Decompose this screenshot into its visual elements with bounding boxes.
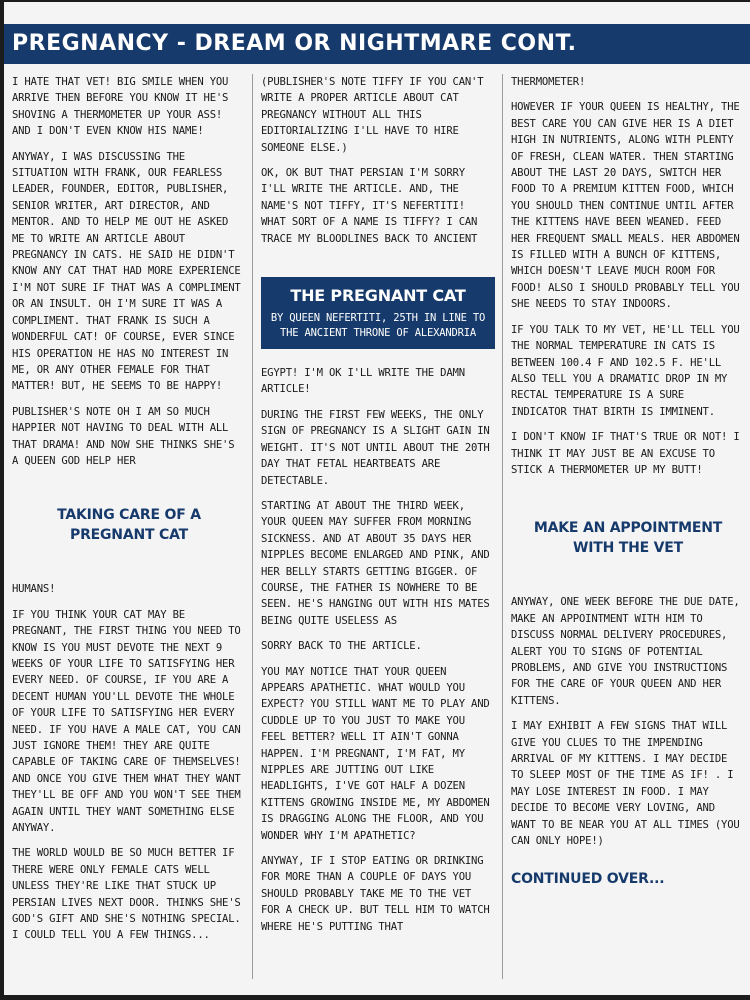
column-divider	[502, 74, 503, 979]
paragraph: HUMANS!	[12, 583, 56, 596]
column-1	[12, 74, 246, 953]
paragraph: ANYWAY, IF I STOP EATING OR DRINKING FOR MORE THAN A COUPLE OF DAYS YOU SHOULD PROBABLY TAKE ME TO THE VET FOR A CHECK UP. BUT TELL HIM TO WATCH WHERE HE'S PUTTING THAT	[261, 855, 490, 933]
paragraph: PUBLISHER'S NOTE OH I AM SO MUCH HAPPIER NOT HAVING TO DEAL WITH ALL THAT DRAMA! AND NOW SHE THINKS SHE'S A QUEEN GOD HELP HER	[12, 405, 235, 467]
continued-over-label: CONTINUED OVER...	[511, 871, 665, 888]
title-banner	[4, 24, 750, 64]
paragraph: SORRY BACK TO THE ARTICLE.	[261, 640, 422, 653]
paragraph: YOU MAY NOTICE THAT YOUR QUEEN APPEARS APATHETIC. WHAT WOULD YOU EXPECT? YOU STILL WANT ME TO PLAY AND CUDDLE UP TO YOU JUST TO MAKE YOU FEEL BETTER? WELL IT AIN'T GONNA HAPPEN. I'M PREGNANT, I'M FAT, MY NIPPLES ARE JUTTING OUT LIKE HEADLIGHTS, I'VE GOT HALF A DOZEN KITTENS GROWING INSIDE ME, MY ABDOMEN IS DRAGGING ALONG THE FLOOR, AND YOU WONDER WHY I'M APATHETIC?	[261, 665, 490, 842]
paragraph: EGYPT! I'M OK I'LL WRITE THE DAMN ARTICLE!	[261, 367, 465, 396]
article-title: THE PREGNANT CAT	[290, 286, 466, 306]
column-3	[511, 74, 745, 897]
section-heading-taking-care: TAKING CARE OF A PREGNANT CAT	[57, 507, 201, 544]
paragraph: STARTING AT ABOUT THE THIRD WEEK, YOUR QUEEN MAY SUFFER FROM MORNING SICKNESS. AND AT ABOUT 35 DAYS HER NIPPLES BECOME ENLARGED AND PINK, AND HER BELLY STARTS GETTING BIGGER. OF COURSE, THE FATHER IS NOWHERE TO BE SEEN. HE'S HANGING OUT WITH HIS MATES BEING QUITE USELESS AS	[261, 499, 490, 627]
paragraph: ANYWAY, I WAS DISCUSSING THE SITUATION WITH FRANK, OUR FEARLESS LEADER, FOUNDER, EDITOR, PUBLISHER, SENIOR WRITER, ART DIRECTOR, AND MENTOR. AND TO HELP ME OUT HE ASKED ME TO WRITE AN ARTICLE ABOUT PREGNANCY IN CATS. HE SAID HE DIDN'T KNOW ANY CAT THAT HAD MORE EXPERIENCE I'M NOT SURE IF THAT WAS A COMPLIMENT OR AN INSULT. OH I'M SURE IT WAS A COMPLIMENT. THAT FRANK IS SUCH A WONDERFUL CAT! OF COURSE, EVER SINCE HIS OPERATION HE HAS NO INTEREST IN ME, OR ANY OTHER FEMALE FOR THAT MATTER! BUT, HE SEEMS TO BE HAPPY!	[12, 150, 241, 393]
magazine-page	[4, 2, 750, 995]
paragraph: I DON'T KNOW IF THAT'S TRUE OR NOT! I THINK IT MAY JUST BE AN EXCUSE TO STICK A THERMOMETER UP MY BUTT!	[511, 431, 740, 476]
paragraph: (PUBLISHER'S NOTE TIFFY IF YOU CAN'T WRITE A PROPER ARTICLE ABOUT CAT PREGNANCY WITHOUT ALL THIS EDITORIALIZING I'LL HAVE TO HIRE SOMEONE ELSE.)	[261, 76, 484, 154]
paragraph: IF YOU THINK YOUR CAT MAY BE PREGNANT, THE FIRST THING YOU NEED TO KNOW IS YOU MUST DEVOTE THE NEXT 9 WEEKS OF YOUR LIFE TO SATISFYING HER EVERY NEED. OF COURSE, IF YOU ARE A DECENT HUMAN YOU'LL DEVOTE THE WHOLE OF YOUR LIFE TO SATISFYING HER EVERY NEED. IF YOU HAVE A MALE CAT, YOU CAN JUST IGNORE THEM! THEY ARE QUITE CAPABLE OF TAKING CARE OF THEMSELVES! AND ONCE YOU GIVE THEM WHAT THEY WANT THEY'LL BE OFF AND YOU WON'T SEE THEM AGAIN UNTIL THEY WANT SOMETHING ELSE ANYWAY.	[12, 608, 241, 835]
article-byline: BY QUEEN NEFERTITI, 25TH IN LINE TO THE ANCIENT THRONE OF ALEXANDRIA	[270, 312, 486, 340]
section-heading-appointment: MAKE AN APPOINTMENT WITH THE VET	[533, 520, 723, 557]
page-title: PREGNANCY - DREAM OR NIGHTMARE CONT.	[12, 31, 577, 56]
article-title-box	[261, 277, 495, 349]
column-2	[261, 74, 495, 944]
paragraph: DURING THE FIRST FEW WEEKS, THE ONLY SIGN OF PREGNANCY IS A SLIGHT GAIN IN WEIGHT. IT'S NOT UNTIL ABOUT THE 20TH DAY THAT FETAL HEARTBEATS ARE DETECTABLE.	[261, 408, 490, 487]
paragraph: THERMOMETER!	[511, 76, 586, 88]
paragraph: IF YOU TALK TO MY VET, HE'LL TELL YOU THE NORMAL TEMPERATURE IN CATS IS BETWEEN 100.4 F AND 102.5 F. HE'LL ALSO TELL YOU A DRAMATIC DROP IN MY RECTAL TEMPERATURE IS A SURE INDICATOR THAT BIRTH IS IMMINENT.	[511, 323, 740, 418]
paragraph: HOWEVER IF YOUR QUEEN IS HEALTHY, THE BEST CARE YOU CAN GIVE HER IS A DIET HIGH IN NUTRIENTS, ALONG WITH PLENTY OF FRESH, CLEAN WATER. THEN STARTING ABOUT THE LAST 20 DAYS, SWITCH HER FOOD TO A PREMIUM KITTEN FOOD, WHICH YOU SHOULD THEN CONTINUE UNTIL AFTER THE KITTENS HAVE BEEN WEANED. FEED HER FREQUENT SMALL MEALS. HER ABDOMEN IS FILLED WITH A BUNCH OF KITTENS, WHICH DOESN'T LEAVE MUCH ROOM FOR FOOD! ALSO I SHOULD PROBABLY TELL YOU SHE NEEDS TO STAY INDOORS.	[511, 101, 740, 311]
paragraph: I MAY EXHIBIT A FEW SIGNS THAT WILL GIVE YOU CLUES TO THE IMPENDING ARRIVAL OF MY KITTENS. I MAY DECIDE TO SLEEP MOST OF THE TIME AS IF! . I MAY LOSE INTEREST IN FOOD. I MAY DECIDE TO BECOME VERY LOVING, AND WANT TO BE NEAR YOU AT ALL TIMES (YOU CAN ONLY HOPE!)	[511, 720, 740, 848]
paragraph: I HATE THAT VET! BIG SMILE WHEN YOU ARRIVE THEN BEFORE YOU KNOW IT HE'S SHOVING A THERMOMETER UP YOUR ASS! AND I DON'T EVEN KNOW HIS NAME!	[12, 76, 229, 138]
paragraph: THE WORLD WOULD BE SO MUCH BETTER IF THERE WERE ONLY FEMALE CATS WELL UNLESS THEY'RE LIKE THAT STUCK UP PERSIAN LIVES NEXT DOOR. THINKS SHE'S GOD'S GIFT AND SHE'S NOTHING SPECIAL. I COULD TELL YOU A FEW THINGS...	[12, 847, 241, 942]
column-divider	[252, 74, 253, 979]
paragraph: ANYWAY, ONE WEEK BEFORE THE DUE DATE, MAKE AN APPOINTMENT WITH HIM TO DISCUSS NORMAL DELIVERY PROCEDURES, ALERT YOU TO SIGNS OF POTENTIAL PROBLEMS, AND GIVE YOU INSTRUCTIONS FOR THE CARE OF YOUR QUEEN AND HER KITTENS.	[511, 596, 740, 707]
paragraph: OK, OK BUT THAT PERSIAN I'M SORRY I'LL WRITE THE ARTICLE. AND, THE NAME'S NOT TIFFY, IT'S NEFERTITI! WHAT SORT OF A NAME IS TIFFY? I CAN TRACE MY BLOODLINES BACK TO ANCIENT	[261, 167, 478, 245]
